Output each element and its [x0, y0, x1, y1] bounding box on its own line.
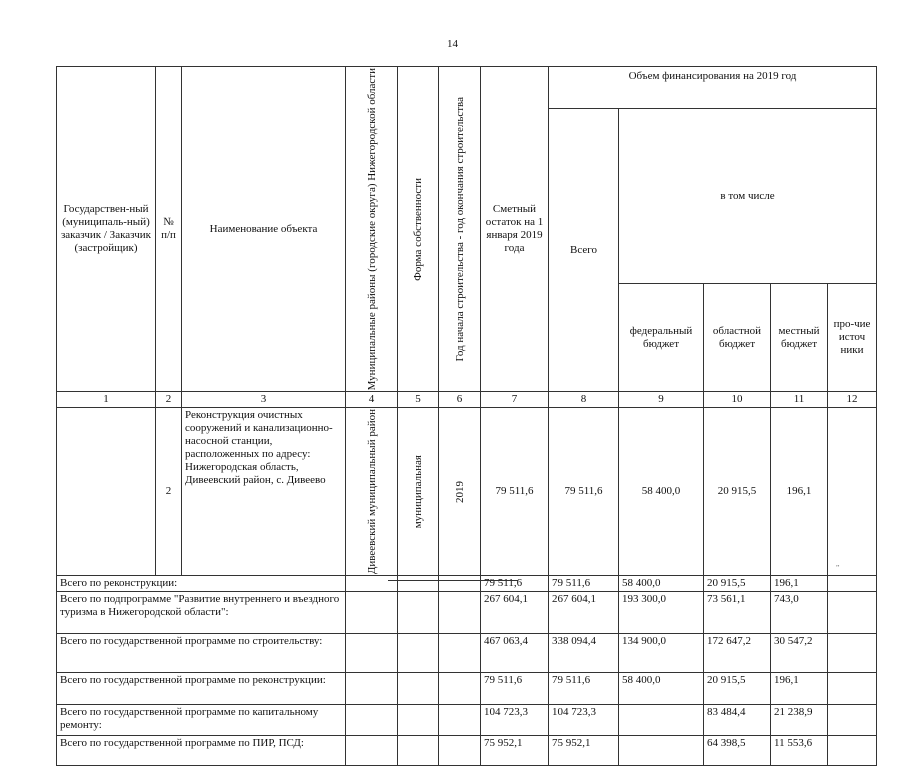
object-name: Реконструкция очистных сооружений и канализационно-насосной станции, расположенных по адресу: Нижегородская область, Дивеевский район, с. Дивеево [182, 408, 346, 576]
object-district-cell [346, 408, 398, 576]
summary-total: 79 511,6 [549, 673, 619, 705]
object-regional: 20 915,5 [704, 408, 771, 576]
summary-row [57, 576, 877, 592]
summary-federal: 134 900,0 [619, 634, 704, 673]
summary-federal: 58 400,0 [619, 576, 704, 592]
summary-balance: 75 952,1 [481, 736, 549, 766]
summary-regional: 64 398,5 [704, 736, 771, 766]
summary-row [57, 736, 877, 766]
summary-other [828, 705, 877, 736]
summary-federal [619, 736, 704, 766]
header-local: местный бюджет [771, 284, 828, 392]
object-row [57, 408, 877, 576]
financing-table [56, 66, 877, 766]
summary-label: Всего по подпрограмме "Развитие внутреннего и въездного туризма в Нижегородской области": [57, 592, 346, 634]
summary-other [828, 576, 877, 592]
object-customer [57, 408, 156, 576]
column-number: 5 [398, 392, 439, 408]
object-number: 2 [156, 408, 182, 576]
summary-balance: 104 723,3 [481, 705, 549, 736]
header-total: Всего [549, 109, 619, 392]
object-balance: 79 511,6 [481, 408, 549, 576]
summary-total: 75 952,1 [549, 736, 619, 766]
column-number: 6 [439, 392, 481, 408]
header-including: в том числе [619, 109, 877, 284]
header-regional: областной бюджет [704, 284, 771, 392]
summary-balance: 467 063,4 [481, 634, 549, 673]
summary-regional: 73 561,1 [704, 592, 771, 634]
header-years: Год начала строительства - год окончания строительства [453, 96, 466, 362]
summary-local: 11 553,6 [771, 736, 828, 766]
column-number: 10 [704, 392, 771, 408]
summary-local: 30 547,2 [771, 634, 828, 673]
header-federal: федеральный бюджет [619, 284, 704, 392]
summary-total: 267 604,1 [549, 592, 619, 634]
header-number: № п/п [156, 67, 182, 392]
summary-balance: 79 511,6 [481, 576, 549, 592]
header-years-cell [439, 67, 481, 392]
summary-label: Всего по реконструкции: [57, 576, 346, 592]
summary-total: 79 511,6 [549, 576, 619, 592]
summary-label: Всего по государственной программе по капитальному ремонту: [57, 705, 346, 736]
object-total: 79 511,6 [549, 408, 619, 576]
header-ownership-cell [398, 67, 439, 392]
summary-regional: 172 647,2 [704, 634, 771, 673]
column-number: 1 [57, 392, 156, 408]
summary-row [57, 705, 877, 736]
summary-local: 21 238,9 [771, 705, 828, 736]
column-number: 3 [182, 392, 346, 408]
object-federal: 58 400,0 [619, 408, 704, 576]
summary-label: Всего по государственной программе по реконструкции: [57, 673, 346, 705]
header-object-name: Наименование объекта [182, 67, 346, 392]
summary-local: 196,1 [771, 576, 828, 592]
header-financing: Объем финансирования на 2019 год [549, 67, 877, 109]
summary-regional: 20 915,5 [704, 576, 771, 592]
separator-line [388, 580, 518, 581]
summary-balance: 79 511,6 [481, 673, 549, 705]
object-years: 2019 [453, 480, 466, 503]
summary-label: Всего по государственной программе по строительству: [57, 634, 346, 673]
summary-other [828, 673, 877, 705]
corner-mark: ,, [836, 560, 840, 568]
summary-federal [619, 705, 704, 736]
summary-label: Всего по государственной программе по ПИР, ПСД: [57, 736, 346, 766]
header-customer: Государствен-ный (муниципаль-ный) заказчик / Заказчик (застройщик) [57, 67, 156, 392]
object-ownership-cell [398, 408, 439, 576]
object-local: 196,1 [771, 408, 828, 576]
summary-federal: 58 400,0 [619, 673, 704, 705]
header-districts: Муниципальные районы (городские округа) Нижегородской области [365, 68, 378, 391]
summary-row [57, 592, 877, 634]
header-districts-cell [346, 67, 398, 392]
object-ownership: муниципальная [412, 455, 424, 529]
summary-total: 338 094,4 [549, 634, 619, 673]
summary-regional: 20 915,5 [704, 673, 771, 705]
summary-local: 743,0 [771, 592, 828, 634]
summary-total: 104 723,3 [549, 705, 619, 736]
column-number: 8 [549, 392, 619, 408]
object-years-cell [439, 408, 481, 576]
column-number: 4 [346, 392, 398, 408]
column-number: 11 [771, 392, 828, 408]
page-number: 14 [447, 38, 458, 50]
summary-regional: 83 484,4 [704, 705, 771, 736]
object-district: Дивеевский муниципальный район [365, 409, 378, 575]
column-number: 12 [828, 392, 877, 408]
column-number: 7 [481, 392, 549, 408]
object-other [828, 408, 877, 576]
column-number: 9 [619, 392, 704, 408]
header-balance: Сметный остаток на 1 января 2019 года [481, 67, 549, 392]
header-ownership: Форма собственности [412, 177, 424, 281]
header-other: про-чие источ ники [828, 284, 877, 392]
summary-balance: 267 604,1 [481, 592, 549, 634]
summary-local: 196,1 [771, 673, 828, 705]
column-number-row [57, 392, 877, 408]
summary-row [57, 673, 877, 705]
summary-other [828, 592, 877, 634]
summary-federal: 193 300,0 [619, 592, 704, 634]
column-number: 2 [156, 392, 182, 408]
summary-other [828, 736, 877, 766]
